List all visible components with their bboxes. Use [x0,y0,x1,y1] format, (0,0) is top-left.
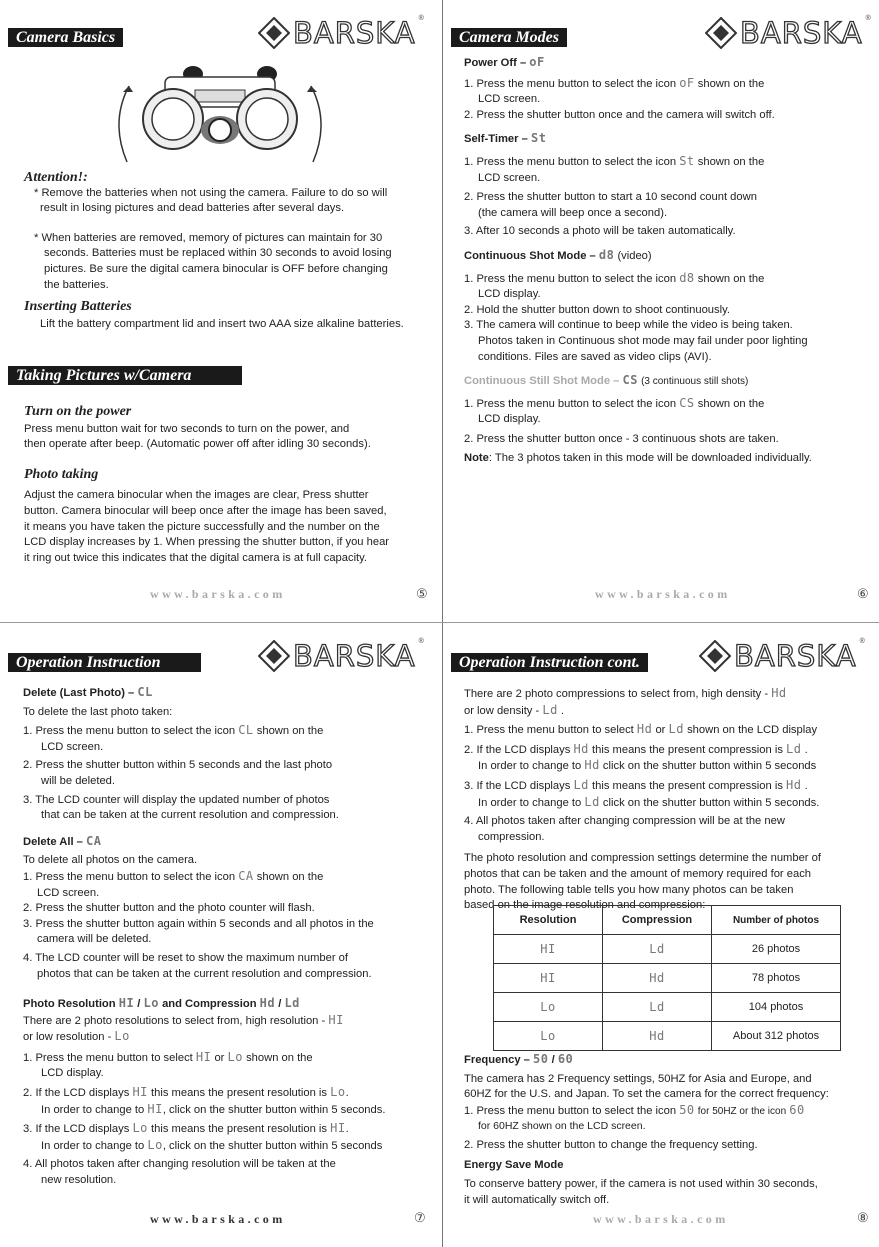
lcd-icon-hd: Hd [259,996,276,1011]
attention-line: * Remove the batteries when not using the camera. Failure to do so will [34,186,388,199]
registered-mark: ® [865,15,871,22]
op-line: 4. All photos taken after changing compression will be at the new [464,815,785,828]
camera-modes-body: Power Off – oF 1. Press the menu button to select the icon oF shown on the LCD screen. 2. Press the shutter button once and the camera will switch off. Self-Timer – St 1. Press the menu button to select the icon St shown on the LCD screen. 2. Press the shutter button to start a 10 second count down (the camera will beep once a second). 3. After 10 seconds a photo will be taken automatically. Continuous Shot Mode – d8 (video) 1. Press the menu button to select the icon d8 shown on the LCD display. 2. Hold the shutter button down to shoot continuously. 3. The camera will continue to beep while the video is being taken. Photos taken in Continuous shot mode may fail under poor lighting conditions. Files are saved as video clips (AVI). Continuous Still Shot Mode – CS (3 continuous still shots) 1. Press the menu button to select the icon CS shown on the LCD display. 2. Press the shutter button once - 3 continuous shots are taken. Note: The 3 photos taken in this mode will be downloaded individually. [464,55,876,467]
table-cell: HI [494,964,603,993]
table-row [494,935,841,964]
op-line: photo. The following table tells you how many photos can be taken [464,883,794,896]
photo-line: it ring out twice this indicates that the digital camera is at full capacity. [24,551,368,564]
footer-url: www.barska.com [150,587,286,601]
lcd-icon-hd: Hd [573,741,589,756]
lcd-icon-ld: Ld [584,794,600,809]
lcd-icon-60: 60 [557,1052,574,1066]
op-line: The camera has 2 Frequency settings, 50HZ for Asia and Europe, and [464,1072,812,1085]
mode-line: 2. Press the shutter button to start a 10 second count down [464,191,757,204]
table-row [494,964,841,993]
lcd-icon-st: St [530,131,547,146]
table-cell: Hd [603,1022,712,1051]
footer-url: www.barska.com [150,1212,286,1226]
op-line: it will automatically switch off. [464,1193,610,1206]
self-timer-title: Self-Timer – St [464,131,547,146]
attention-line: the batteries. [44,278,109,291]
page-number: ⑧ [857,1210,869,1225]
lcd-icon-of: oF [529,55,545,69]
op-line: LCD screen. [37,886,100,899]
lcd-icon-ld: Ld [542,702,558,717]
section-title-camera-basics: Camera Basics [8,28,123,47]
section-title-taking-pictures: Taking Pictures w/Camera [8,366,242,385]
op-line: To delete all photos on the camera. [23,854,198,867]
lcd-icon-50: 50 [679,1102,695,1117]
lcd-icon-hd: Hd [636,722,653,737]
turn-on-power-heading: Turn on the power [24,404,132,419]
compression-body: There are 2 photo compressions to select from, high density - Hd or low density - Ld . 1. Press the menu button to select Hd or Ld shown on the LCD display 2. If the LCD displays Hd this means the present compression is Ld . In order to change to Hd click on the shutter button within 5 seconds 3. If the LCD displays Ld this means the present compression is Hd . In order to change to Ld click on the shutter button within 5 seconds. 4. All photos taken after changing compression will be at the new compression. The photo resolution and compression settings determine the number of photos that can be taken and the amount of memory required for each photo. The following table tells you how many photos can be taken based on the image resolution and compression: [464,686,876,914]
table-cell: 78 photos [712,964,841,993]
op-line: LCD screen. [41,740,104,753]
op-line: 4. The LCD counter will be reset to show the maximum number of [23,951,348,964]
op-line: new resolution. [41,1174,117,1187]
lcd-icon-hi: HI [330,1121,346,1136]
mode-line: (the camera will beep once a second). [478,206,668,219]
page-divider-vertical [442,0,443,1247]
lcd-icon-d8: d8 [679,270,695,285]
power-section [24,404,429,566]
barska-diamond-icon [699,640,731,672]
page-7 [0,623,442,1247]
table-row [494,993,841,1022]
photo-taking-heading: Photo taking [24,466,99,482]
photo-line: button. Camera binocular will beep once after the image has been saved, [24,504,387,517]
inserting-batteries-text: Lift the battery compartment lid and insert two AAA size alkaline batteries. [40,317,404,330]
photo-line: Adjust the camera binocular when the images are clear, Press shutter [24,489,369,502]
lcd-icon-ca: CA [86,833,102,848]
mode-line: 2. Hold the shutter button down to shoot continuously. [464,303,730,316]
table-cell: Ld [603,935,712,964]
lcd-icon-ld: Ld [786,741,802,756]
mode-line: LCD screen. [478,171,541,184]
lcd-icon-lo: Lo [114,1029,130,1044]
op-line: based on the image resolution and compression: [464,899,706,912]
barska-diamond-icon [705,17,737,49]
table-cell: 104 photos [712,993,841,1022]
page-number: ⑤ [416,586,428,601]
lcd-icon-ld: Ld [573,777,589,792]
power-line: then operate after beep. (Automatic power off after idling 30 seconds). [24,438,371,451]
lcd-icon-lo: Lo [147,1137,163,1152]
barska-logo [258,17,424,49]
attention-line: pictures. Be sure the digital camera binocular is OFF before changing [44,262,388,275]
attention-line: * When batteries are removed, memory of pictures can maintain for 30 [34,231,383,244]
op-line: that can be taken at the current resolution and compression. [41,809,339,822]
binocular-camera-illustration [105,62,335,177]
lcd-icon-hi: HI [132,1085,148,1100]
footer-url: www.barska.com [595,587,731,601]
op-line: photos that can be taken and the amount of memory required for each [464,867,812,880]
continuous-shot-title: Continuous Shot Mode – d8 (video) [464,247,652,262]
table-cell: 26 photos [712,935,841,964]
barska-logo-text: BARSKA [293,639,416,673]
page-5 [0,0,442,622]
mode-line: LCD display. [478,288,541,301]
photo-line: LCD display increases by 1. When pressing the shutter button, if you hear [24,536,390,549]
barska-logo [699,640,865,672]
table-header-row [494,906,841,935]
table-row [494,1022,841,1051]
frequency-body: Frequency – 50 / 60 The camera has 2 Frequency settings, 50HZ for Asia and Europe, and 60HZ for the U.S. and Japan. To set the camera for the correct frequency: 1. Press the menu button to select the icon 50 for 50HZ or the icon 60 for 60HZ shown on the LCD screen. 2. Press the shutter button to change the frequency setting. Energy Save Mode To conserve battery power, if the camera is not used within 30 seconds, it will automatically switch off. [464,1052,876,1208]
section-title-operation-instruction: Operation Instruction [8,653,201,672]
page-8 [443,623,879,1247]
lcd-icon-hd: Hd [584,758,600,773]
lcd-icon-lo: Lo [227,1049,243,1064]
mode-line: 2. Press the shutter button once and the camera will switch off. [464,108,775,121]
page-number: ⑥ [857,586,869,601]
attention-line: result in losing pictures and dead batteries after several days. [40,202,345,215]
table-cell: About 312 photos [712,1022,841,1051]
lcd-icon-50: 50 [533,1052,549,1066]
op-line: 2. Press the shutter button and the photo counter will flash. [23,902,315,915]
op-line: 2. Press the shutter button to change the frequency setting. [464,1138,758,1151]
lcd-icon-lo: Lo [132,1121,148,1136]
lcd-icon-ca: CA [238,868,254,883]
table-cell: Hd [603,964,712,993]
lcd-icon-hd: Hd [786,777,802,792]
op-line: 4. All photos taken after changing resolution will be taken at the [23,1158,336,1171]
page-number: ⑦ [414,1210,426,1225]
mode-line: Photos taken in Continuous shot mode may fail under poor lighting [478,334,808,347]
attention-section [24,170,429,332]
section-title-operation-instruction-cont: Operation Instruction cont. [451,653,648,672]
resolution-compression-title: Photo Resolution HI / Lo and Compression Hd / Ld [23,996,300,1011]
registered-mark: ® [418,638,424,645]
operation-body: Delete (Last Photo) – CL To delete the last photo taken: 1. Press the menu button to select the icon CL shown on the LCD screen. 2. Press the shutter button within 5 seconds and the last photo will be deleted. 3. The LCD counter will display the updated number of photos that can be taken at the current resolution and compression. Delete All – CA To delete all photos on the camera. 1. Press the menu button to select the icon CA shown on the LCD screen. 2. Press the shutter button and the photo counter will flash. 3. Press the shutter button again within 5 seconds and all photos in the camera will be deleted. 4. The LCD counter will be reset to show the maximum number of photos that can be taken at the current resolution and compression. Photo Resolution HI / Lo and Compression Hd / Ld There are 2 photo resolutions to select from, high resolution - HI or low resolution - Lo 1. Press the menu button to select HI or Lo shown on the LCD display. 2. If the LCD displays HI this means the present resolution is Lo. In order to change to HI, click on the shutter button within 5 seconds. 3. If the LCD displays Lo this means the present resolution is HI. In order to change to Lo, click on the shutter button within 5 seconds 4. All photos taken after changing resolution will be taken at the new resolution. [23,685,433,1189]
op-line: To delete the last photo taken: [23,705,173,718]
lcd-icon-cs: CS [679,395,695,410]
op-line: To conserve battery power, if the camera is not used within 30 seconds, [464,1178,818,1191]
mode-line: conditions. Files are saved as video clips (AVI). [478,350,712,363]
table-header: Number of photos [712,906,841,935]
lcd-icon-ld: Ld [668,722,684,737]
mode-line: LCD display. [478,413,541,426]
op-line: LCD display. [41,1067,104,1080]
attention-line: seconds. Batteries must be replaced within 30 seconds to avoid losing [44,247,392,260]
frequency-title: Frequency – 50 / 60 [464,1052,574,1066]
lcd-icon-hi: HI [147,1101,163,1116]
barska-logo-text: BARSKA [740,16,863,50]
lcd-icon-d8: d8 [598,247,615,262]
table-cell: HI [494,935,603,964]
footer-url: www.barska.com [593,1212,729,1226]
lcd-icon-ld: Ld [284,996,300,1011]
attention-heading: Attention!: [24,170,88,185]
page-divider-horizontal [0,622,879,623]
lcd-icon-cs: CS [622,373,638,388]
delete-all-title: Delete All – CA [23,833,102,848]
delete-last-title: Delete (Last Photo) – CL [23,685,153,699]
photo-line: it means you have taken the picture successfully and the number on the [24,520,380,533]
lcd-icon-cl: CL [238,723,254,738]
lcd-icon-hd: Hd [771,686,787,700]
continuous-still-title: Continuous Still Shot Mode – CS (3 continuous still shots) [464,373,749,388]
op-line: 3. The LCD counter will display the updated number of photos [23,793,330,806]
table-header: Compression [603,906,712,935]
op-line: 3. Press the shutter button again within 5 seconds and all photos in the [23,917,374,930]
op-line: will be deleted. [41,774,116,787]
table-cell: Ld [603,993,712,1022]
note-line: Note: The 3 photos taken in this mode will be downloaded individually. [464,452,812,465]
lcd-icon-cl: CL [137,685,153,699]
registered-mark: ® [418,15,424,22]
barska-logo [258,640,424,672]
lcd-icon-hi: HI [328,1012,344,1027]
photo-capacity-table [493,905,841,1051]
inserting-batteries-heading: Inserting Batteries [24,299,132,315]
barska-logo-text: BARSKA [734,639,857,673]
op-line: compression. [478,830,545,843]
power-line: Press menu button wait for two seconds to turn on the power, and [24,422,350,435]
mode-line: 3. The camera will continue to beep while the video is being taken. [464,319,793,332]
table-cell: Lo [494,1022,603,1051]
lcd-icon-st: St [679,153,695,168]
lcd-icon-of: oF [679,75,695,90]
barska-diamond-icon [258,17,290,49]
op-line: for 60HZ shown on the LCD screen. [478,1120,646,1133]
op-line: 60HZ for the U.S. and Japan. To set the camera for the correct frequency: [464,1088,829,1101]
lcd-icon-lo: Lo [330,1085,346,1100]
op-line: camera will be deleted. [37,933,152,946]
lcd-icon-lo: Lo [143,996,159,1011]
op-line: The photo resolution and compression settings determine the number of [464,852,821,865]
mode-line: 2. Press the shutter button once - 3 continuous shots are taken. [464,432,779,445]
registered-mark: ® [859,638,865,645]
barska-logo-text: BARSKA [293,16,416,50]
power-off-title: Power Off – oF [464,55,545,69]
op-line: 2. Press the shutter button within 5 seconds and the last photo [23,759,333,772]
page-6 [443,0,879,622]
barska-logo [705,17,871,49]
energy-save-title: Energy Save Mode [464,1158,564,1171]
mode-line: 3. After 10 seconds a photo will be taken automatically. [464,225,736,238]
op-line: photos that can be taken at the current resolution and compression. [37,967,372,980]
lcd-icon-hi: HI [195,1049,212,1064]
barska-diamond-icon [258,640,290,672]
table-header: Resolution [494,906,603,935]
mode-line: LCD screen. [478,93,541,106]
lcd-icon-hi: HI [118,996,135,1011]
lcd-icon-60: 60 [789,1102,805,1117]
section-title-camera-modes: Camera Modes [451,28,567,47]
table-cell: Lo [494,993,603,1022]
